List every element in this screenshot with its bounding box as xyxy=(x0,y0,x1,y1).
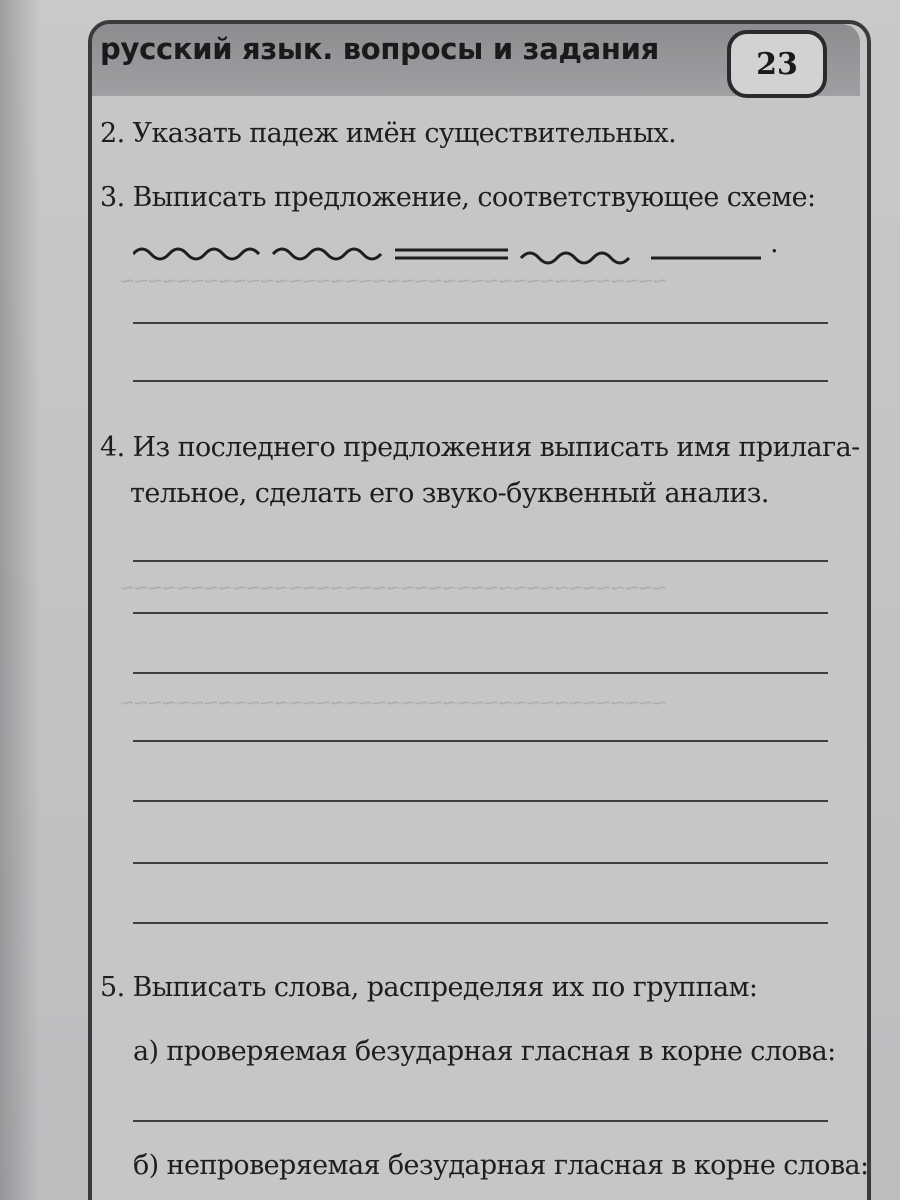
scheme-end-dot: . xyxy=(770,228,778,259)
answer-line[interactable] xyxy=(133,862,828,864)
answer-line[interactable] xyxy=(133,672,828,674)
task-4-text-line2: тельное, сделать его звуко-буквенный анализ. xyxy=(130,478,769,509)
answer-line[interactable] xyxy=(133,740,828,742)
answer-line[interactable] xyxy=(133,1120,828,1122)
task-5a-text: а) проверяемая безударная гласная в корне слова: xyxy=(133,1036,836,1067)
binding-shadow xyxy=(0,0,40,1200)
answer-line[interactable] xyxy=(133,380,828,382)
answer-line[interactable] xyxy=(133,800,828,802)
task-4-text-line1: 4. Из последнего предложения выписать имя прилага- xyxy=(100,432,860,463)
page-number-badge xyxy=(727,30,827,98)
page-number: 23 xyxy=(756,46,798,82)
answer-line[interactable] xyxy=(133,612,828,614)
sentence-scheme xyxy=(133,236,793,272)
task-5-text: 5. Выписать слова, распределяя их по группам: xyxy=(100,972,758,1003)
wavy-underline-2 xyxy=(273,249,381,259)
page-title: русский язык. вопросы и задания xyxy=(100,32,659,66)
task-2-text: 2. Указать падеж имён существительных. xyxy=(100,118,677,149)
answer-line[interactable] xyxy=(133,922,828,924)
answer-line[interactable] xyxy=(133,322,828,324)
task-5b-text: б) непроверяемая безударная гласная в корне слова: xyxy=(133,1150,869,1181)
wavy-underline-1 xyxy=(133,249,259,259)
wavy-underline-3 xyxy=(521,253,629,263)
answer-line[interactable] xyxy=(133,560,828,562)
task-3-text: 3. Выписать предложение, соответствующее схеме: xyxy=(100,182,816,213)
